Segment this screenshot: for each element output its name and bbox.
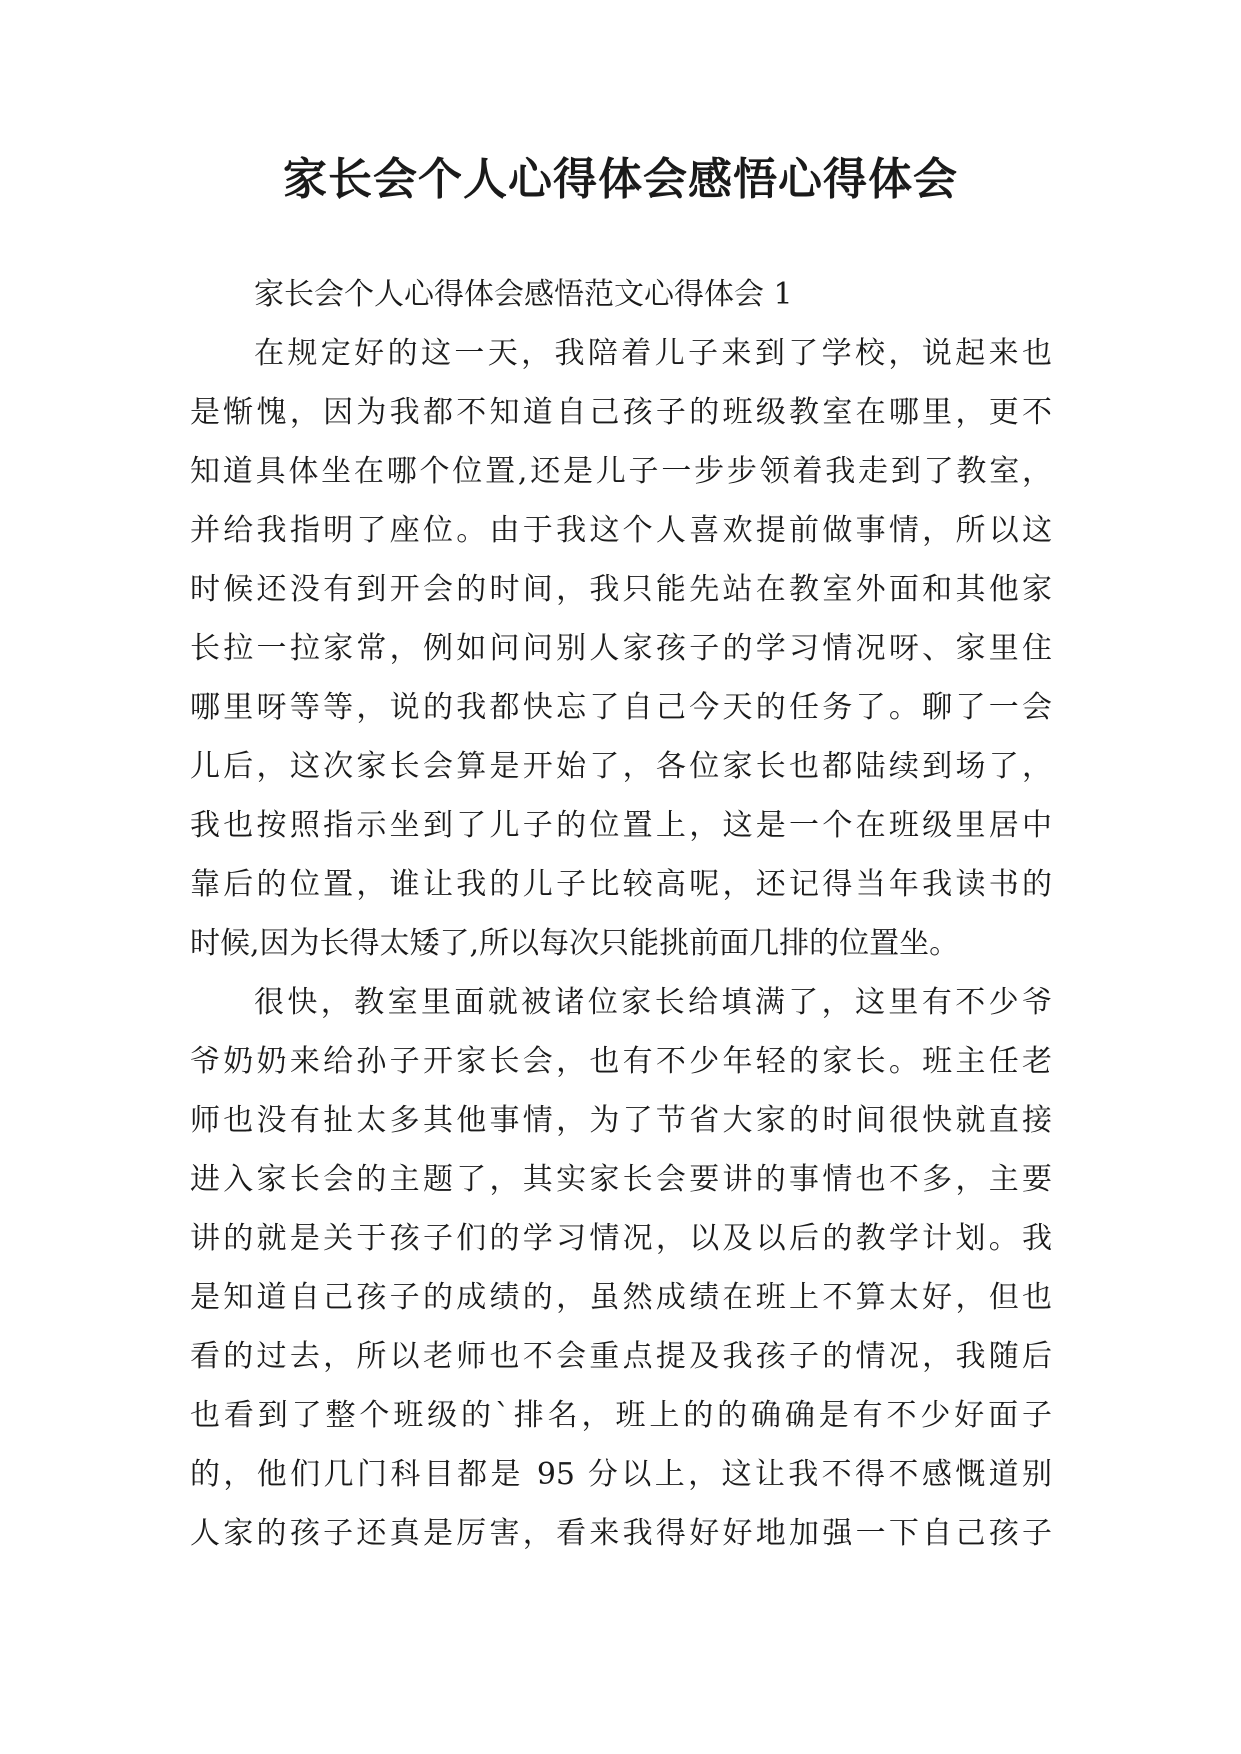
text-line: 爷奶奶来给孙子开家长会，也有不少年轻的家长。班主任老 bbox=[190, 1044, 1052, 1079]
text-line: 长拉一拉家常，例如问问别人家孩子的学习情况呀、家里住 bbox=[190, 631, 1052, 666]
text-line: 时候,因为长得太矮了,所以每次只能挑前面几排的位置坐。 bbox=[190, 926, 960, 961]
text-line: 很快，教室里面就被诸位家长给填满了，这里有不少爷 bbox=[254, 985, 1052, 1020]
text-line: 靠后的位置，谁让我的儿子比较高呢，还记得当年我读书的 bbox=[190, 867, 1052, 902]
text-line: 讲的就是关于孩子们的学习情况，以及以后的教学计划。我 bbox=[190, 1221, 1052, 1256]
paragraph bbox=[190, 324, 1052, 973]
text-line: 进入家长会的主题了，其实家长会要讲的事情也不多，主要 bbox=[190, 1162, 1052, 1197]
text-line: 在规定好的这一天，我陪着儿子来到了学校，说起来也 bbox=[254, 336, 1052, 371]
text-line: 并给我指明了座位。由于我这个人喜欢提前做事情，所以这 bbox=[190, 513, 1052, 548]
text-line: 哪里呀等等，说的我都快忘了自己今天的任务了。聊了一会 bbox=[190, 690, 1052, 725]
text-line: 看的过去，所以老师也不会重点提及我孩子的情况，我随后 bbox=[190, 1339, 1052, 1374]
text-line: 的，他们几门科目都是 95 分以上，这让我不得不感慨道别 bbox=[190, 1457, 1052, 1492]
text-line: 我也按照指示坐到了儿子的位置上，这是一个在班级里居中 bbox=[190, 808, 1052, 843]
text-line: 师也没有扯太多其他事情，为了节省大家的时间很快就直接 bbox=[190, 1103, 1052, 1138]
paragraph bbox=[190, 973, 1052, 1563]
text-line: 儿后，这次家长会算是开始了，各位家长也都陆续到场了， bbox=[190, 749, 1052, 784]
document-body bbox=[190, 265, 1052, 1563]
text-line: 是知道自己孩子的成绩的，虽然成绩在班上不算太好，但也 bbox=[190, 1280, 1052, 1315]
text-line: 时候还没有到开会的时间，我只能先站在教室外面和其他家 bbox=[190, 572, 1052, 607]
text-line: 知道具体坐在哪个位置,还是儿子一步步领着我走到了教室， bbox=[190, 454, 1052, 489]
text-line: 是惭愧，因为我都不知道自己孩子的班级教室在哪里，更不 bbox=[190, 395, 1052, 430]
document-title: 家长会个人心得体会感悟心得体会 bbox=[283, 154, 958, 205]
text-line: 人家的孩子还真是厉害，看来我得好好地加强一下自己孩子 bbox=[190, 1516, 1052, 1551]
subheading: 家长会个人心得体会感悟范文心得体会 1 bbox=[254, 277, 793, 312]
text-line: 也看到了整个班级的`排名，班上的的确确是有不少好面子 bbox=[190, 1398, 1052, 1433]
